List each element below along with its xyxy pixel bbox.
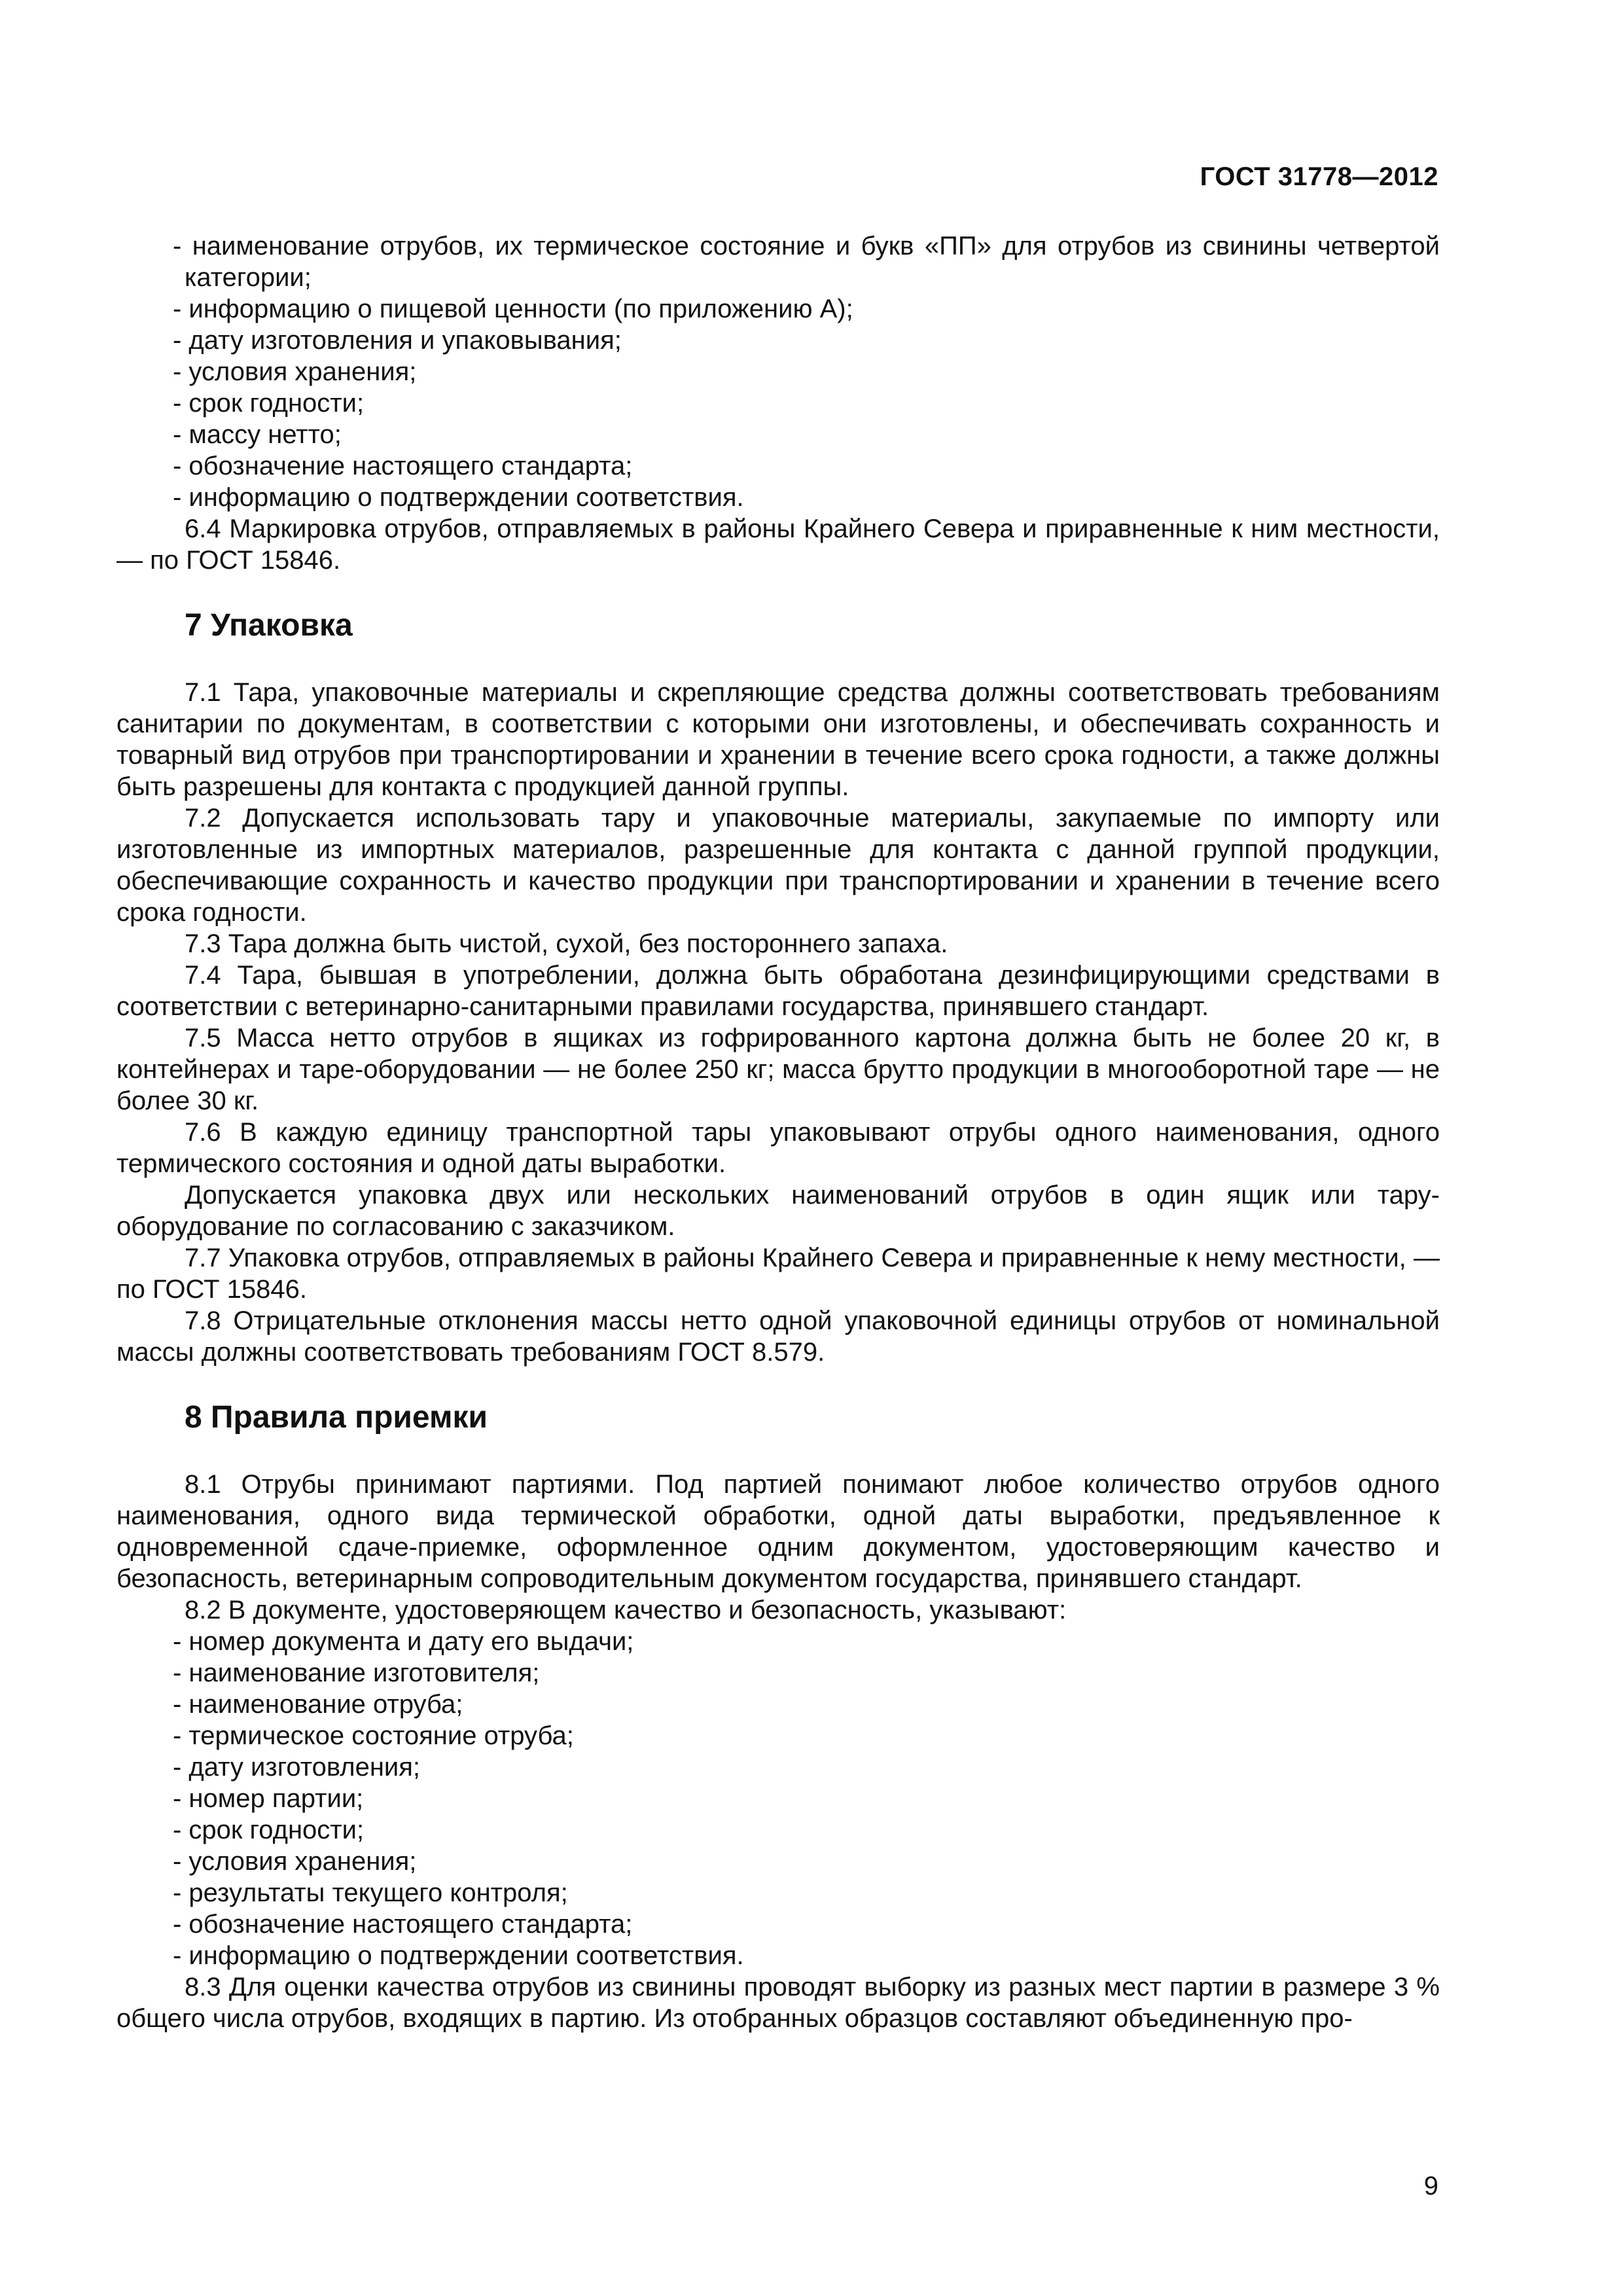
list-item: - информацию о пищевой ценности (по приложению А); (173, 295, 853, 323)
list-item: - информацию о подтверждении соответствия. (173, 1941, 744, 1970)
list-item: - срок годности; (173, 1816, 365, 1844)
list-item: - наименование отрубов, их термическое состояние и букв «ПП» для отрубов из свинины четвертой категории; (173, 232, 1440, 292)
section-7-heading: 7 Упаковка (185, 608, 353, 643)
list-item: - обозначение настоящего стандарта; (173, 452, 633, 480)
list-item: - наименование отруба; (173, 1690, 463, 1719)
paragraph-7-5: 7.5 Масса нетто отрубов в ящиках из гофрированного картона должна быть не более 20 кг, в контейнерах и таре-оборудовании — не более 250 кг; масса брутто продукции в многооборотной таре — не более 30 кг. (116, 1024, 1440, 1115)
page-number: 9 (1423, 2172, 1438, 2200)
list-item: - результаты текущего контроля; (173, 1878, 568, 1907)
paragraph-7-4: 7.4 Тара, бывшая в употреблении, должна быть обработана дезинфицирующими средствами в соответствии с ветеринарно-санитарными правилами государства, принявшего стандарт. (116, 961, 1440, 1021)
list-item: - наименование изготовителя; (173, 1659, 540, 1687)
section-8-heading: 8 Правила приемки (185, 1400, 488, 1435)
paragraph-7-3: 7.3 Тара должна быть чистой, сухой, без постороннего запаха. (185, 929, 948, 958)
list-item: - дату изготовления; (173, 1753, 421, 1782)
list-item: - обозначение настоящего стандарта; (173, 1910, 633, 1939)
paragraph-6-4: 6.4 Маркировка отрубов, отправляемых в районы Крайнего Севера и приравненные к ним местности, — по ГОСТ 15846. (116, 514, 1440, 575)
list-item: - срок годности; (173, 389, 365, 418)
document-body (116, 230, 1440, 2034)
paragraph-8-3: 8.3 Для оценки качества отрубов из свинины проводят выборку из разных мест партии в размере 3 % общего числа отрубов, входящих в партию. Из отобранных образцов составляют объединенную про- (116, 1973, 1440, 2033)
paragraph-7-6: 7.6 В каждую единицу транспортной тары упаковывают отрубы одного наименования, одного термического состояния и одной даты выработки. (116, 1118, 1440, 1178)
list-item: - номер партии; (173, 1784, 364, 1813)
list-item: - термическое состояние отруба; (173, 1721, 574, 1750)
paragraph-7-8: 7.8 Отрицательные отклонения массы нетто одной упаковочной единицы отрубов от номинальной массы должны соответствовать требованиям ГОСТ 8.579. (116, 1306, 1440, 1367)
paragraph-7-2: 7.2 Допускается использовать тару и упаковочные материалы, закупаемые по импорту или изготовленные из импортных материалов, разрешенные для контакта с данной группой продукции, обеспечивающие сохранность и качество продукции при транспортировании и хранении в течение всего срока годности. (116, 804, 1440, 927)
list-item: - условия хранения; (173, 357, 417, 386)
paragraph-7-7: 7.7 Упаковка отрубов, отправляемых в районы Крайнего Севера и приравненные к нему местности, — по ГОСТ 15846. (116, 1244, 1440, 1304)
list-item: - информацию о подтверждении соответствия. (173, 483, 744, 512)
paragraph-7-1: 7.1 Тара, упаковочные материалы и скрепляющие средства должны соответствовать требованиям санитарии по документам, в соответствии с которыми они изготовлены, и обеспечивать сохранность и товарный вид отрубов при транспортировании и хранении в течение всего срока годности, а также должны быть разрешены для контакта с продукцией данной группы. (116, 678, 1440, 801)
list-item: - дату изготовления и упаковывания; (173, 326, 622, 355)
list-item: - условия хранения; (173, 1847, 417, 1876)
paragraph-8-2: 8.2 В документе, удостоверяющем качество и безопасность, указывают: (185, 1596, 1067, 1624)
list-item: - массу нетто; (173, 420, 342, 449)
doc-code-header: ГОСТ 31778—2012 (1200, 162, 1438, 191)
paragraph-7-6-continued: Допускается упаковка двух или нескольких наименований отрубов в один ящик или тару-оборудование по согласованию с заказчиком. (116, 1181, 1440, 1241)
list-item: - номер документа и дату его выдачи; (173, 1627, 634, 1656)
paragraph-8-1: 8.1 Отрубы принимают партиями. Под партией понимают любое количество отрубов одного наименования, одного вида термической обработки, одной даты выработки, предъявленное к одновременной сдаче-приемке, оформленное одним документом, удостоверяющим качество и безопасность, ветеринарным сопроводительным документом государства, принявшего стандарт. (116, 1470, 1440, 1593)
